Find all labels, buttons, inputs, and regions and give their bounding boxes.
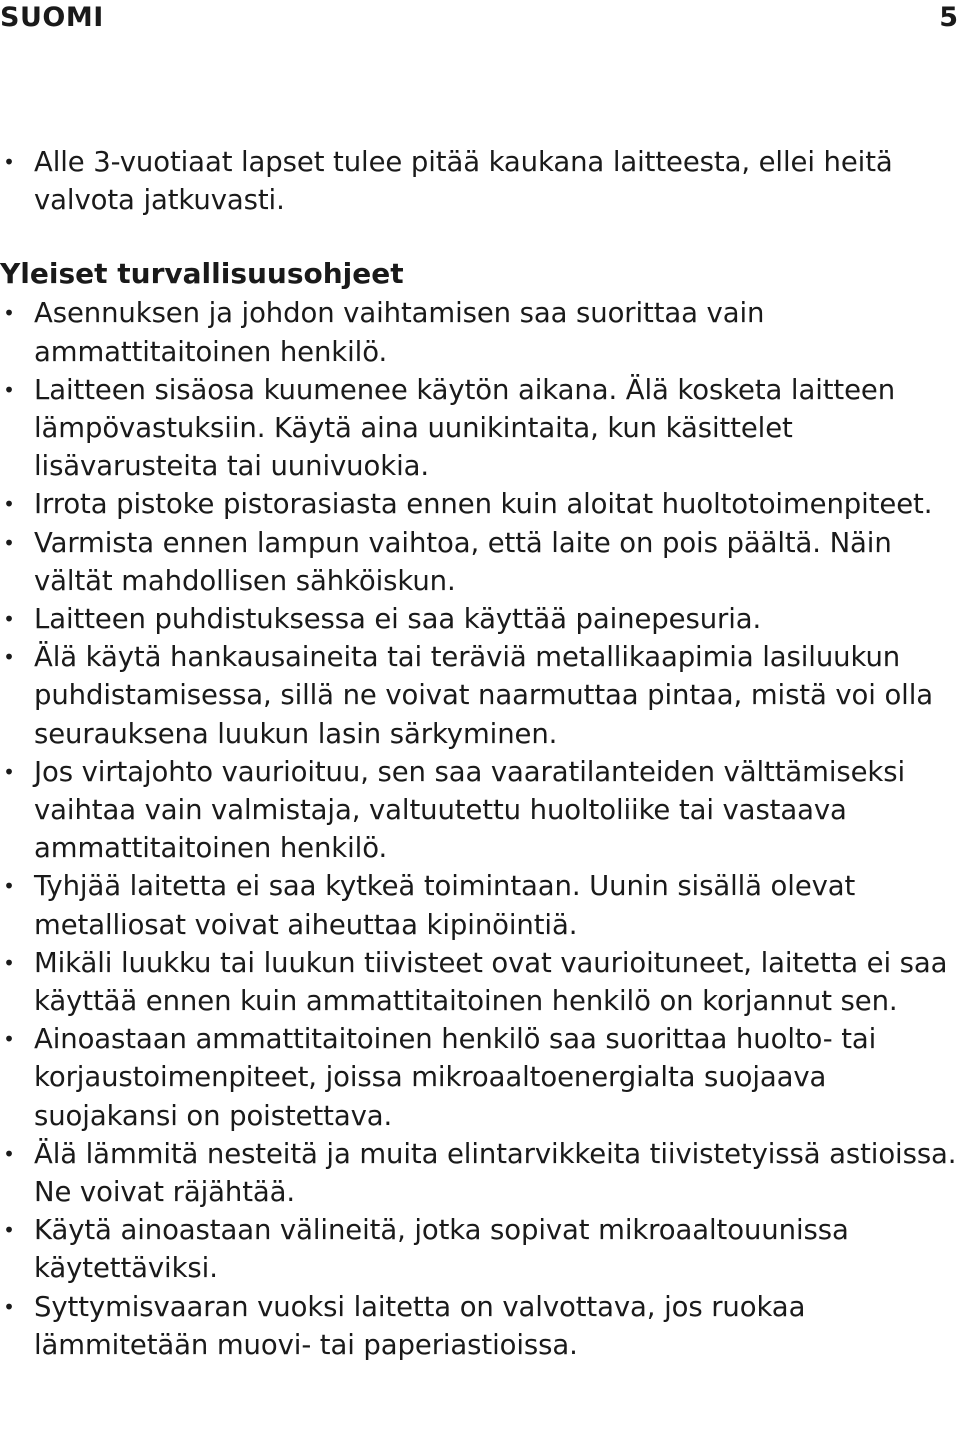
section-heading: Yleiset turvallisuusohjeet — [0, 257, 404, 291]
page-number: 5 — [939, 2, 958, 33]
section-label: SUOMI — [0, 2, 104, 33]
list-item-text: Laitteen sisäosa kuumenee käytön aikana. Älä kosketa laitteen lämpövastuksiin. Käytä aina uunikintaita, kun käsittelet lisävarusteita tai uunivuokia. — [34, 373, 896, 483]
list-item — [0, 867, 958, 943]
list-item-text: Älä lämmitä nesteitä ja muita elintarvikkeita tiivistetyissä astioissa. Ne voivat räjähtää. — [34, 1137, 957, 1209]
list-item-text: Irrota pistoke pistorasiasta ennen kuin aloitat huoltotoimenpiteet. — [34, 488, 933, 521]
list-item — [0, 371, 958, 486]
list-item — [0, 294, 958, 370]
bullet-icon: • — [3, 645, 15, 670]
bullet-icon: • — [3, 1141, 15, 1166]
list-item — [0, 944, 958, 1020]
list-item — [0, 638, 958, 753]
list-item-text: Jos virtajohto vaurioituu, sen saa vaaratilanteiden välttämiseksi vaihtaa vain valmistaja, valtuutettu huoltoliike tai vastaava ammattitaitoinen henkilö. — [34, 755, 906, 865]
intro-list — [0, 143, 958, 219]
list-item — [0, 1020, 958, 1135]
bullet-icon: • — [3, 607, 15, 632]
page-content — [0, 143, 958, 1364]
list-item — [0, 1135, 958, 1211]
list-item-text: Syttymisvaaran vuoksi laitetta on valvottava, jos ruokaa lämmitetään muovi- tai paperiastioissa. — [34, 1290, 806, 1361]
bullet-icon: • — [3, 530, 15, 555]
list-item — [0, 485, 958, 523]
bullet-icon: • — [3, 1027, 15, 1052]
list-item-text: Ainoastaan ammattitaitoinen henkilö saa suorittaa huolto- tai korjaustoimenpiteet, joissa mikroaaltoenergialta suojaava suojakansi on poistettava. — [34, 1023, 877, 1132]
list-item — [0, 1211, 958, 1287]
list-item — [0, 524, 958, 600]
bullet-icon: • — [3, 492, 15, 517]
list-item — [0, 753, 958, 868]
safety-list — [0, 294, 958, 1364]
list-item-text: Laitteen puhdistuksessa ei saa käyttää painepesuria. — [34, 603, 762, 636]
bullet-icon: • — [3, 150, 15, 174]
bullet-icon: • — [3, 301, 15, 326]
list-item — [0, 143, 958, 219]
list-item-text: Käytä ainoastaan välineitä, jotka sopivat mikroaaltouunissa käytettäviksi. — [34, 1214, 849, 1285]
list-item-text: Tyhjää laitetta ei saa kytkeä toimintaan. Uunin sisällä olevat metalliosat voivat aiheuttaa kipinöintiä. — [34, 870, 856, 941]
list-item — [0, 1288, 958, 1364]
list-item-text: Varmista ennen lampun vaihtoa, että laite on pois päältä. Näin vältät mahdollisen sähköiskun. — [34, 526, 892, 597]
list-item-text: Älä käytä hankausaineita tai teräviä metallikaapimia lasiluukun puhdistamisessa, sillä ne voivat naarmuttaa pintaa, mistä voi olla seurauksena luukun lasin särkyminen. — [34, 641, 934, 750]
bullet-icon: • — [3, 874, 15, 899]
list-item-text: Asennuksen ja johdon vaihtamisen saa suorittaa vain ammattitaitoinen henkilö. — [34, 297, 765, 368]
list-item-text: Mikäli luukku tai luukun tiivisteet ovat vaurioituneet, laitetta ei saa käyttää ennen kuin ammattitaitoinen henkilö on korjannut sen. — [34, 946, 948, 1018]
bullet-icon: • — [3, 1218, 15, 1243]
bullet-icon: • — [3, 377, 15, 402]
page-header — [0, 0, 960, 40]
bullet-icon: • — [3, 1294, 15, 1319]
bullet-icon: • — [3, 950, 15, 975]
bullet-icon: • — [3, 759, 15, 784]
list-item-text: Alle 3-vuotiaat lapset tulee pitää kaukana laitteesta, ellei heitä valvota jatkuvasti. — [34, 146, 893, 217]
list-item — [0, 600, 958, 638]
